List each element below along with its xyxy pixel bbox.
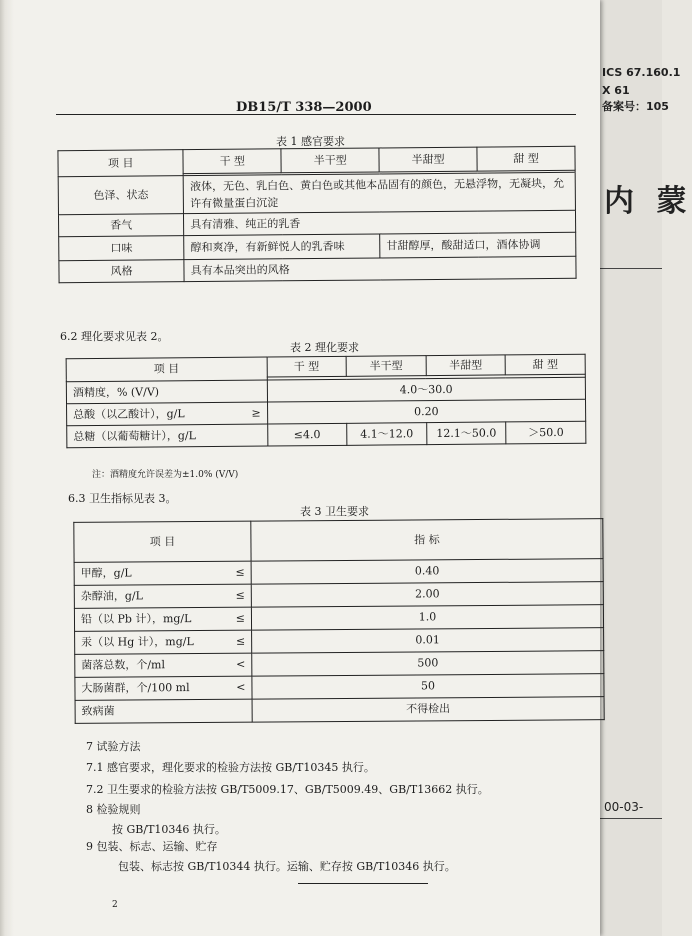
- footer-rule: [298, 883, 428, 884]
- table1-caption: 表 1 感官要求: [276, 135, 345, 148]
- table2-item-alcohol: [66, 380, 267, 404]
- table1-text-style: 具有本品突出的风格: [184, 256, 576, 281]
- table3-col-value: 指 标: [251, 519, 603, 561]
- section-9-text: 包装、标志按 GB/T10344 执行。运输、贮存按 GB/T10346 执行。: [118, 860, 456, 873]
- table3-item-colony: [75, 653, 252, 677]
- page-number: 2: [112, 900, 118, 910]
- table-row: [59, 256, 576, 283]
- table-row: [58, 172, 575, 215]
- table3-item-lead: [74, 607, 251, 631]
- table3-sym-mercury: ≤: [235, 634, 246, 648]
- back-code: X 61: [602, 84, 630, 97]
- table2-value-sugar-dry: ≤4.0: [267, 423, 347, 446]
- table3-item-coliform: [75, 676, 252, 700]
- page-header: DB15/T 338—2000: [236, 100, 372, 115]
- table3-sym-lead: ≤: [235, 611, 246, 625]
- table3-sym-colony: <: [236, 657, 246, 671]
- table1-text-color: 液体，无色、乳白色、黄白色或其他本品固有的颜色，无悬浮物，无凝块，允许有微量蛋白沉淀: [183, 172, 575, 213]
- table3-item-lead-label: 铅（以 Pb 计），mg/L: [80, 612, 192, 626]
- table3-item-pathogen-label: 致病菌: [81, 704, 115, 718]
- table3-item-methanol: [74, 561, 251, 585]
- table2-col-dry: 干 型: [267, 356, 347, 377]
- table3-item-pathogen: [75, 699, 252, 723]
- table3-value-coliform: 50: [252, 674, 604, 699]
- table2: [66, 354, 587, 449]
- table2-value-sugar-sweet: ＞50.0: [506, 421, 586, 444]
- table1-col-item: 项 目: [58, 150, 184, 177]
- table3-item-mercury-label: 汞（以 Hg 计），mg/L: [81, 635, 194, 649]
- table1-col-sweet: 甜 型: [477, 146, 575, 171]
- table1-item-aroma: 香气: [58, 214, 183, 237]
- table1-col-semidry: 半干型: [281, 148, 379, 173]
- back-title: 内 蒙: [604, 184, 692, 219]
- table3-item-coliform-label: 大肠菌群，个/100 ml: [81, 681, 190, 695]
- table2-item-alcohol-label: 酒精度，% (V/V): [72, 384, 160, 399]
- back-rule: [600, 268, 662, 269]
- table2-item-acid: [67, 402, 268, 426]
- table3-value-pathogen: 不得检出: [252, 697, 604, 722]
- table1-text-taste-sweet: 甘甜醇厚，酸甜适口，酒体协调: [380, 232, 576, 258]
- back-date: 00-03-: [604, 800, 644, 814]
- table1-item-color: 色泽、状态: [58, 176, 184, 215]
- table2-col-item: 项 目: [66, 357, 267, 382]
- table2-col-semidry: 半干型: [346, 356, 426, 377]
- table3-sym-methanol: ≤: [235, 565, 245, 579]
- table3-value-colony: 500: [252, 651, 604, 676]
- table-row: [67, 421, 586, 448]
- back-ics: ICS 67.160.1: [602, 66, 681, 79]
- table3-item-methanol-label: 甲醇，g/L: [80, 566, 132, 580]
- section-9: 9 包装、标志、运输、贮存: [86, 840, 218, 853]
- table-row: [75, 697, 604, 724]
- table2-value-sugar-semidry: 4.1～12.0: [347, 423, 427, 446]
- table1-text-aroma: 具有清雅、纯正的乳香: [184, 210, 576, 235]
- table2-value-acid: 0.20: [267, 399, 586, 424]
- table2-col-sweet: 甜 型: [505, 354, 585, 375]
- table2-item-acid-label: 总酸（以乙酸计），g/L: [73, 406, 185, 421]
- table3-value-mercury: 0.01: [252, 628, 604, 653]
- table3-caption: 表 3 卫生要求: [300, 505, 369, 518]
- table3: [73, 518, 604, 724]
- table3-col-item: 项 目: [74, 521, 251, 562]
- section-6-3: 6.3 卫生指标见表 3。: [68, 492, 177, 505]
- section-8-text: 按 GB/T10346 执行。: [112, 823, 226, 836]
- section-7: 7 试验方法: [86, 740, 141, 753]
- table3-sym-fusel: ≤: [235, 588, 245, 602]
- table3-value-lead: 1.0: [251, 605, 603, 630]
- table2-col-semisweet: 半甜型: [426, 355, 506, 376]
- table1-item-taste: 口味: [59, 236, 185, 261]
- section-7-1: 7.1 感官要求，理化要求的检验方法按 GB/T10345 执行。: [86, 761, 375, 774]
- table3-sym-coliform: <: [236, 680, 246, 694]
- table2-sym-acid: ≥: [251, 406, 261, 420]
- table1-col-semisweet: 半甜型: [379, 147, 477, 172]
- page-edge: [0, 0, 14, 936]
- table1-item-style: 风格: [59, 260, 184, 283]
- back-rule-2: [600, 818, 662, 819]
- section-8: 8 检验规则: [86, 803, 141, 816]
- back-page: [600, 0, 692, 936]
- table1-col-dry: 干 型: [183, 149, 281, 174]
- table2-note: 注：酒精度允许误差为±1.0% (V/V): [92, 470, 239, 480]
- back-record: 备案号：105: [602, 100, 669, 113]
- table3-value-fusel: 2.00: [251, 582, 603, 607]
- table2-value-sugar-semisweet: 12.1～50.0: [426, 422, 506, 445]
- table3-item-fusel-label: 杂醇油，g/L: [80, 589, 143, 603]
- section-6-2: 6.2 理化要求见表 2。: [60, 330, 169, 343]
- table2-value-alcohol: 4.0～30.0: [267, 377, 586, 402]
- table3-item-fusel: [74, 584, 251, 608]
- table1-text-taste-dry: 醇和爽净，有新鲜悦人的乳香味: [184, 234, 380, 260]
- table3-item-colony-label: 菌落总数，个/ml: [81, 658, 166, 672]
- table3-value-methanol: 0.40: [251, 559, 603, 584]
- table2-caption: 表 2 理化要求: [290, 341, 359, 354]
- section-7-2: 7.2 卫生要求的检验方法按 GB/T5009.17、GB/T5009.49、GB/T13662 执行。: [86, 783, 489, 796]
- header-rule: [56, 114, 576, 115]
- table1: [57, 146, 576, 284]
- table3-header-row: [74, 519, 603, 563]
- table2-item-sugar: [67, 424, 268, 448]
- table2-item-sugar-label: 总糖（以葡萄糖计），g/L: [73, 428, 196, 443]
- table3-item-mercury: [75, 630, 252, 654]
